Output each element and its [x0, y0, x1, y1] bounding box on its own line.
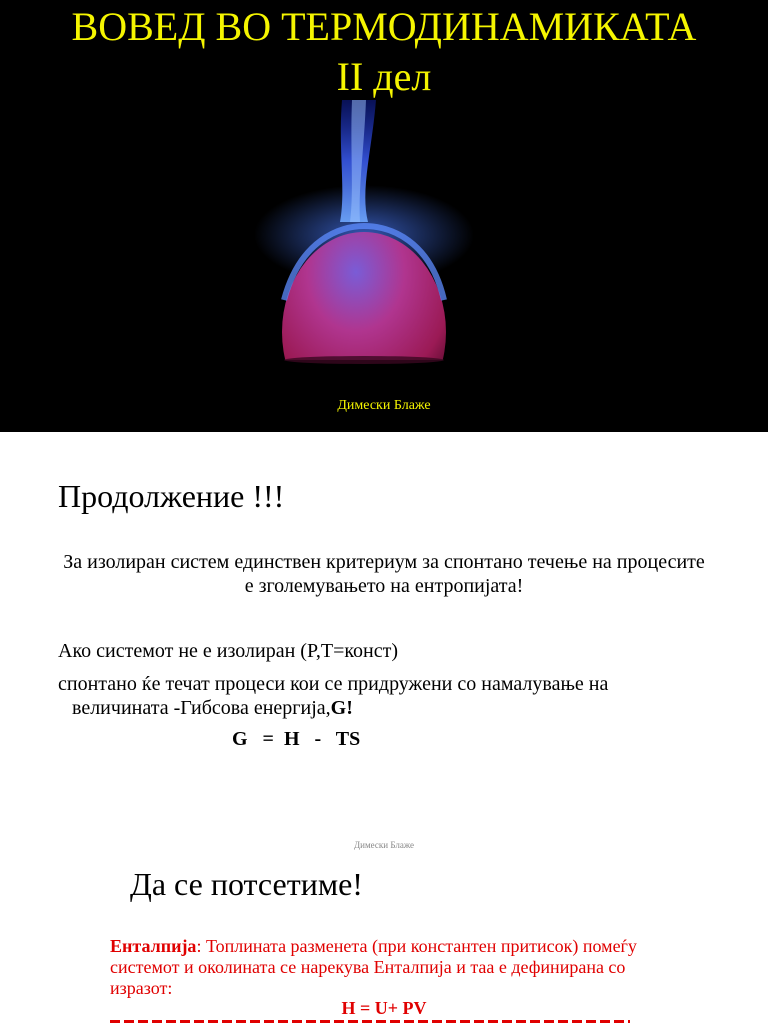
enthalpy-text: : Топлината разменета (при константен притисок) помеѓу системот и околината се нарекува Енталпија и таа е дефинирана со изразот: — [110, 936, 637, 998]
gibbs-formula: G = H - TS — [232, 728, 361, 750]
slide2-line-2a: спонтано ќе течат процеси кои се придружени со намалување на — [58, 673, 609, 695]
slide2-footer: Димески Блаже — [354, 840, 414, 850]
title-line-1: ВОВЕД ВО ТЕРМОДИНАМИКАТА — [71, 4, 697, 49]
gibbs-symbol: G! — [330, 697, 353, 719]
slide3-title: Да се потсетиме! — [130, 866, 363, 902]
slide2-line-2 — [58, 672, 738, 720]
enthalpy-term: Енталпија — [110, 936, 197, 956]
enthalpy-definition — [110, 936, 670, 999]
slide2-line-2b — [58, 696, 738, 720]
cut-off-text-line — [110, 1018, 630, 1024]
gibbs-text: величината -Гибсова енергија, — [72, 697, 331, 719]
title-line-2: II дел — [336, 54, 432, 99]
slide2-title: Продолжение !!! — [58, 478, 285, 514]
slide2-paragraph: За изолиран систем единствен критериум за спонтано течење на процесите е зголемувањето на ентропијата! — [63, 551, 705, 597]
title-slide — [0, 0, 768, 432]
enthalpy-formula: H = U+ PV — [341, 998, 427, 1018]
presentation-title — [0, 2, 768, 102]
author-name: Димески Блаже — [337, 398, 431, 413]
slide2-line-1: Ако системот не е изолиран (P,T=конст) — [58, 640, 399, 662]
